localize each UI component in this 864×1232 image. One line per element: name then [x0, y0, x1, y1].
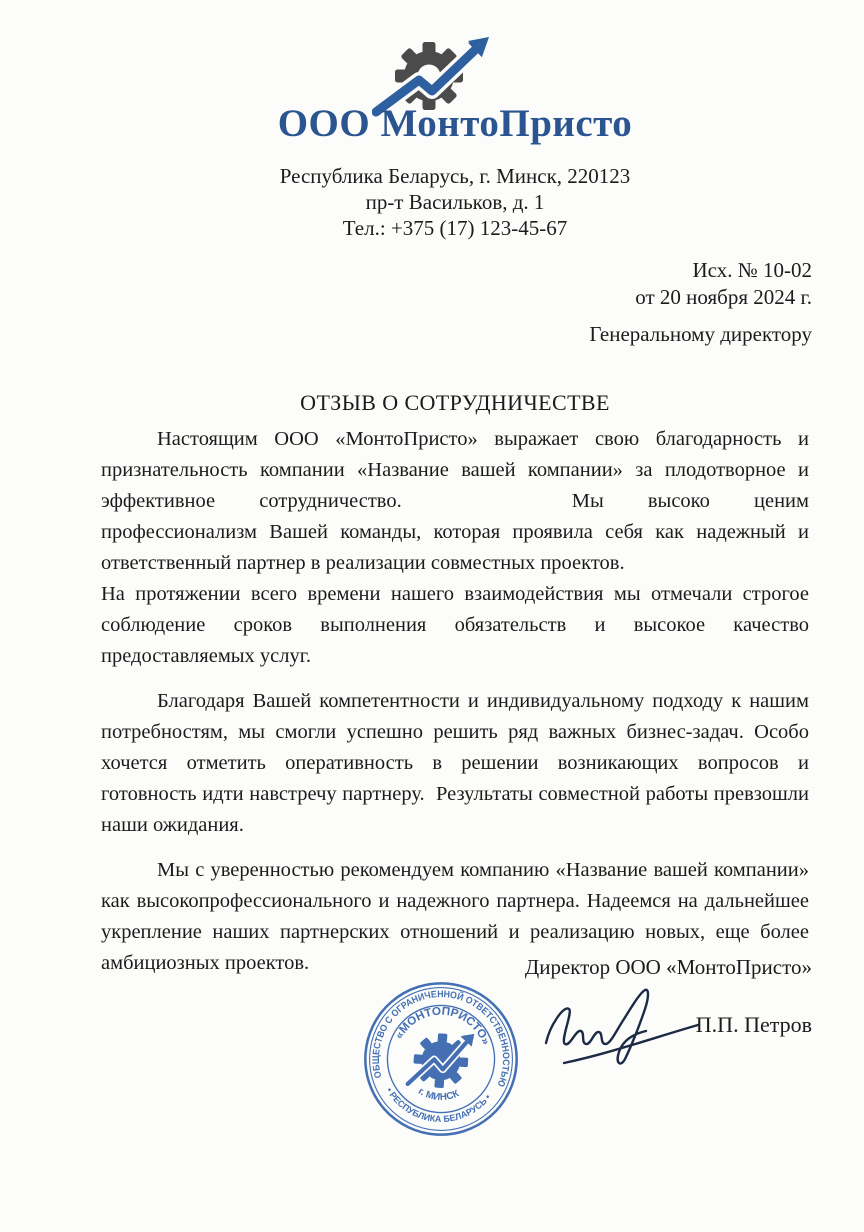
- stamp-inner-text-bottom: г. МИНСК: [416, 1085, 461, 1104]
- stamp-inner-text-top: «МОНТОПРИСТО»: [393, 1005, 492, 1047]
- justify-gap: [402, 506, 572, 507]
- addressee: Генеральному директору: [589, 322, 812, 346]
- paragraph-1: [101, 424, 809, 579]
- signer-name: П.П. Петров: [695, 1012, 812, 1037]
- paragraph-3: Благодаря Вашей компетентности и индивидуальному подходу к нашим потребностям, мы смогли успешно решить ряд важных бизнес-задач. Особо хочется отметить оперативность в решении возникающих вопросов и готовность идти навстречу партнеру. Результаты совместной работы превзошли наши ожидания.: [101, 690, 809, 836]
- reference-block: [635, 257, 812, 311]
- paragraph-4: Мы с уверенностью рекомендуем компанию «Название вашей компании» как высокопрофессионального и надежного партнера. Надеемся на дальнейшее укрепление наших партнерских отношений и реализацию новых, еще более амбициозных проектов.: [101, 859, 809, 974]
- stamp-outer-text-bottom: • РЕСПУБЛИКА БЕЛАРУСЬ •: [384, 1085, 493, 1125]
- company-stamp: [356, 974, 526, 1144]
- letter-title: ОТЗЫВ О СОТРУДНИЧЕСТВЕ: [300, 390, 610, 415]
- signature-autograph-icon: [536, 981, 706, 1076]
- company-name: ООО МонтоПристо: [277, 102, 633, 145]
- address-line-1: Республика Беларусь, г. Минск, 220123: [279, 164, 631, 188]
- outgoing-number: Исх. № 10-02: [692, 258, 812, 282]
- signer-title: Директор ООО «МонтоПристо»: [524, 955, 812, 979]
- address-line-2: пр-т Васильков, д. 1: [365, 190, 545, 214]
- company-address: [46, 163, 864, 241]
- stamp-gear-icon: [412, 1032, 470, 1090]
- letter-body: [101, 424, 809, 979]
- letter-date: от 20 ноября 2024 г.: [635, 285, 812, 309]
- paragraph-1-sentence-1: Настоящим ООО «МонтоПристо» выражает свою благодарность и признательность компании «Название вашей компании» за плодотворное и эффективное сотрудничество.: [101, 428, 809, 512]
- paragraph-1-sentence-2: Мы высоко ценим профессионализм Вашей команды, которая проявила себя как надежный и ответственный партнер в реализации совместных проектов.: [101, 490, 809, 574]
- paragraph-2: На протяжении всего времени нашего взаимодействия мы отмечали строгое соблюдение сроков выполнения обязательств и высокое качество предоставляемых услуг.: [101, 583, 809, 667]
- address-line-3: Тел.: +375 (17) 123-45-67: [342, 216, 568, 240]
- stamp-outer-text-top: ОБЩЕСТВО С ОГРАНИЧЕННОЙ ОТВЕТСТВЕННОСТЬЮ: [370, 989, 512, 1089]
